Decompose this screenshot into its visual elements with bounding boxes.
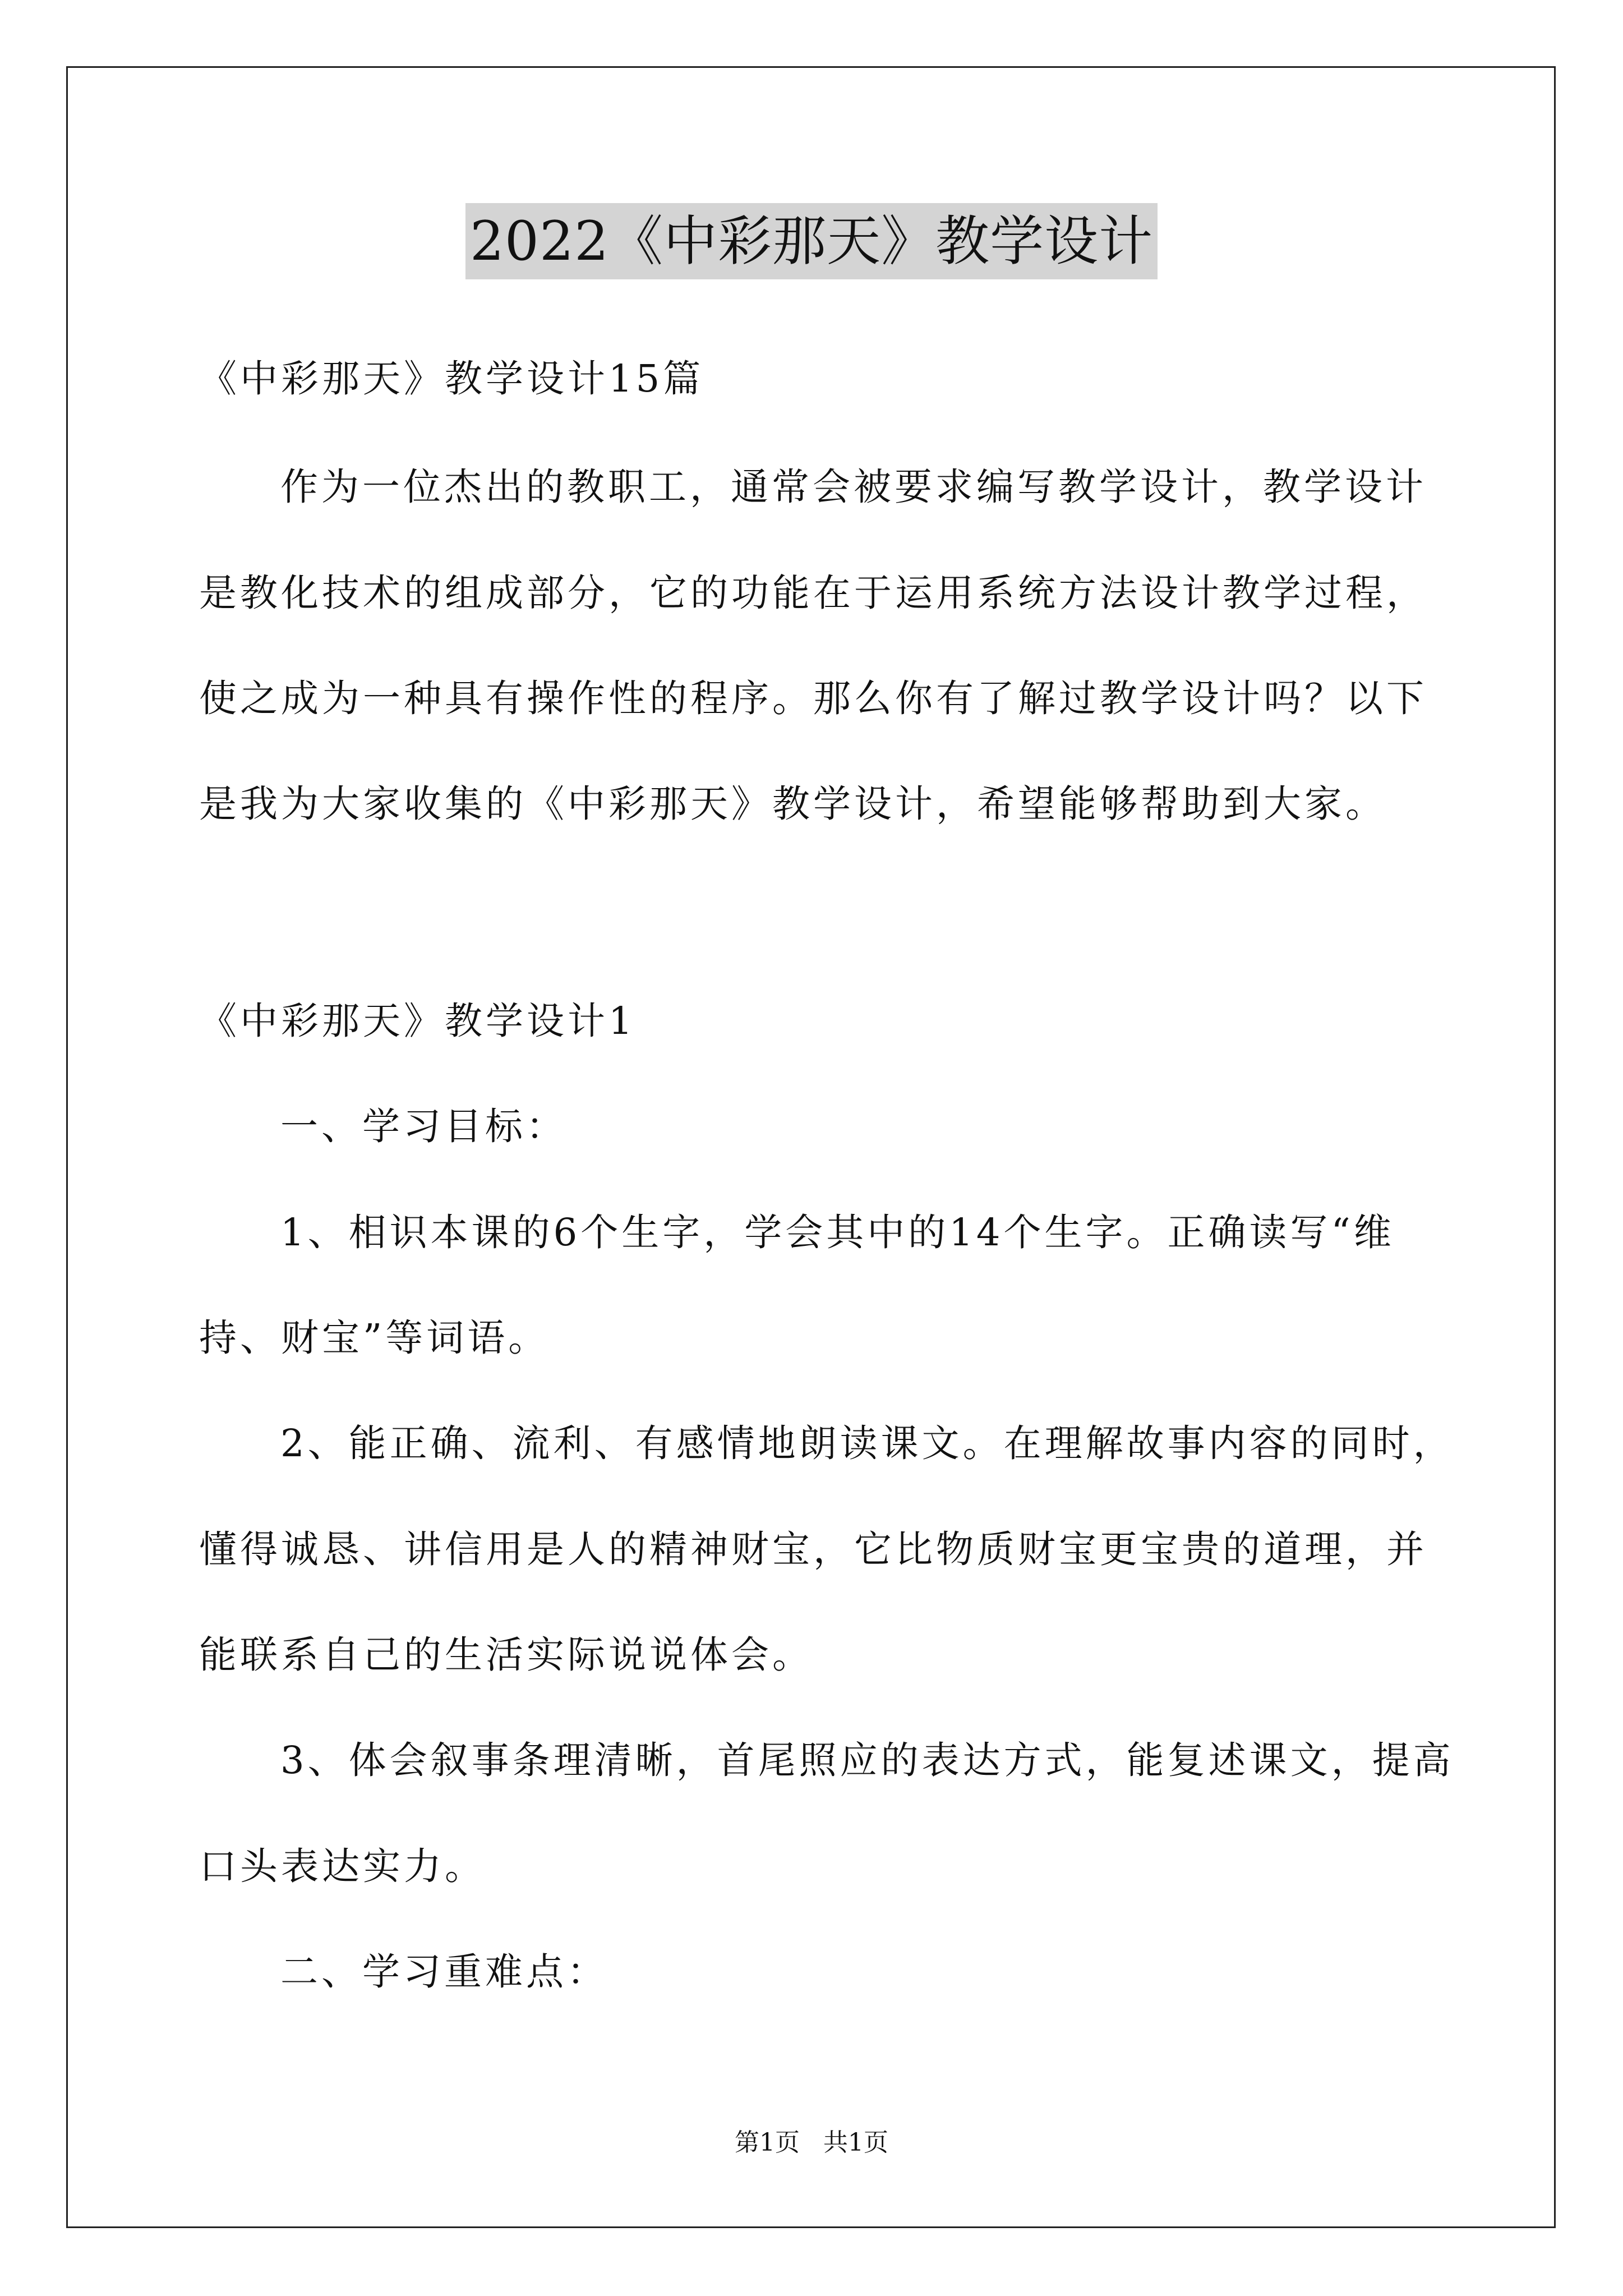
- goal-1-line-2: 持、财宝”等词语。: [199, 1316, 550, 1360]
- page-footer: 第1页 共1页: [735, 2128, 888, 2157]
- document-title: 2022《中彩那天》教学设计: [465, 203, 1158, 279]
- document-subtitle: 《中彩那天》教学设计15篇: [199, 357, 704, 401]
- intro-line-1: 作为一位杰出的教职工，通常会被要求编写教学设计，教学设计: [280, 465, 1427, 509]
- goals-heading: 一、学习目标：: [280, 1105, 567, 1148]
- goal-1-line-1: 1、相识本课的6个生字，学会其中的14个生字。正确读写“维: [280, 1211, 1395, 1254]
- goal-3-line-2: 口头表达实力。: [199, 1844, 486, 1888]
- intro-line-4: 是我为大家收集的《中彩那天》教学设计，希望能够帮助到大家。: [199, 782, 1386, 826]
- section-heading: 《中彩那天》教学设计1: [199, 999, 636, 1043]
- difficulty-heading: 二、学习重难点：: [280, 1950, 608, 1994]
- goal-2-line-3: 能联系自己的生活实际说说体会。: [199, 1633, 813, 1677]
- goal-2-line-1: 2、能正确、流利、有感情地朗读课文。在理解故事内容的同时，: [280, 1421, 1454, 1465]
- intro-line-2: 是教化技术的组成部分，它的功能在于运用系统方法设计教学过程，: [199, 571, 1427, 615]
- title-container: [0, 203, 1623, 279]
- goal-2-line-2: 懂得诚恳、讲信用是人的精神财宝，它比物质财宝更宝贵的道理，并: [199, 1527, 1427, 1571]
- intro-line-3: 使之成为一种具有操作性的程序。那么你有了解过教学设计吗？以下: [199, 677, 1427, 720]
- goal-3-line-1: 3、体会叙事条理清晰，首尾照应的表达方式，能复述课文，提高: [280, 1738, 1454, 1782]
